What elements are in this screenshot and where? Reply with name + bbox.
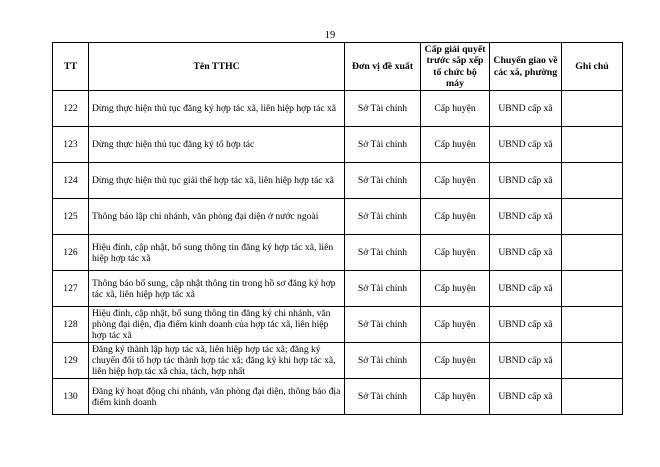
header-tt: TT xyxy=(53,43,89,91)
cell-proposing-unit: Sở Tài chính xyxy=(345,163,421,199)
cell-proposing-unit: Sở Tài chính xyxy=(345,199,421,235)
table-row xyxy=(53,343,623,379)
table-row xyxy=(53,91,623,127)
cell-transfer-to: UBND cấp xã xyxy=(490,235,562,271)
cell-previous-level: Cấp huyện xyxy=(421,379,490,415)
table-row xyxy=(53,199,623,235)
cell-procedure-name: Hiệu đính, cập nhật, bổ sung thông tin đăng ký chi nhánh, văn phòng đại diện, địa điểm kinh doanh của hợp tác xã, liên hiệp hợp tác xã xyxy=(89,307,345,343)
table-row xyxy=(53,379,623,415)
cell-transfer-to: UBND cấp xã xyxy=(490,307,562,343)
cell-transfer-to: UBND cấp xã xyxy=(490,127,562,163)
cell-transfer-to: UBND cấp xã xyxy=(490,343,562,379)
cell-previous-level: Cấp huyện xyxy=(421,307,490,343)
cell-proposing-unit: Sở Tài chính xyxy=(345,127,421,163)
cell-proposing-unit: Sở Tài chính xyxy=(345,343,421,379)
cell-tt: 130 xyxy=(53,379,89,415)
table-row xyxy=(53,235,623,271)
cell-procedure-name: Thông báo bổ sung, cập nhật thông tin trong hồ sơ đăng ký hợp tác xã, liên hiệp hợp tác xã xyxy=(89,271,345,307)
cell-tt: 123 xyxy=(53,127,89,163)
header-procedure-name: Tên TTHC xyxy=(89,43,345,91)
cell-note xyxy=(562,271,623,307)
cell-transfer-to: UBND cấp xã xyxy=(490,379,562,415)
cell-note xyxy=(562,307,623,343)
cell-procedure-name: Đăng ký hoạt động chi nhánh, văn phòng đại diện, thông báo địa điểm kinh doanh xyxy=(89,379,345,415)
cell-procedure-name: Dừng thực hiện thủ tục đăng ký tổ hợp tác xyxy=(89,127,345,163)
cell-tt: 126 xyxy=(53,235,89,271)
cell-procedure-name: Dừng thực hiện thủ tục giải thể hợp tác xã, liên hiệp hợp tác xã xyxy=(89,163,345,199)
table-row xyxy=(53,163,623,199)
header-note: Ghi chú xyxy=(562,43,623,91)
cell-note xyxy=(562,127,623,163)
cell-proposing-unit: Sở Tài chính xyxy=(345,91,421,127)
cell-proposing-unit: Sở Tài chính xyxy=(345,271,421,307)
cell-previous-level: Cấp huyện xyxy=(421,271,490,307)
header-transfer-to: Chuyển giao về các xã, phường xyxy=(490,43,562,91)
cell-proposing-unit: Sở Tài chính xyxy=(345,307,421,343)
procedures-table xyxy=(52,42,623,415)
cell-note xyxy=(562,163,623,199)
cell-note xyxy=(562,235,623,271)
cell-transfer-to: UBND cấp xã xyxy=(490,163,562,199)
cell-transfer-to: UBND cấp xã xyxy=(490,91,562,127)
cell-previous-level: Cấp huyện xyxy=(421,127,490,163)
cell-procedure-name: Đăng ký thành lập hợp tác xã, liên hiệp hợp tác xã; đăng ký chuyển đổi tổ hợp tác thành hợp tác xã; đăng ký khi hợp tác xã, liên hiệp hợp tác xã chia, tách, hợp nhất xyxy=(89,343,345,379)
cell-procedure-name: Dừng thực hiện thủ tục đăng ký hợp tác xã, liên hiệp hợp tác xã xyxy=(89,91,345,127)
cell-tt: 125 xyxy=(53,199,89,235)
cell-note xyxy=(562,343,623,379)
cell-previous-level: Cấp huyện xyxy=(421,235,490,271)
cell-proposing-unit: Sở Tài chính xyxy=(345,379,421,415)
cell-previous-level: Cấp huyện xyxy=(421,91,490,127)
table-row xyxy=(53,127,623,163)
cell-transfer-to: UBND cấp xã xyxy=(490,199,562,235)
cell-procedure-name: Hiệu đính, cập nhật, bổ sung thông tin đăng ký hợp tác xã, liên hiệp hợp tác xã xyxy=(89,235,345,271)
table-header-row xyxy=(53,43,623,91)
cell-proposing-unit: Sở Tài chính xyxy=(345,235,421,271)
table-row xyxy=(53,271,623,307)
cell-previous-level: Cấp huyện xyxy=(421,343,490,379)
cell-tt: 122 xyxy=(53,91,89,127)
cell-tt: 129 xyxy=(53,343,89,379)
cell-tt: 124 xyxy=(53,163,89,199)
cell-tt: 127 xyxy=(53,271,89,307)
page-number: 19 xyxy=(324,30,336,41)
cell-note xyxy=(562,379,623,415)
cell-transfer-to: UBND cấp xã xyxy=(490,271,562,307)
table-row xyxy=(53,307,623,343)
cell-note xyxy=(562,199,623,235)
cell-previous-level: Cấp huyện xyxy=(421,163,490,199)
cell-tt: 128 xyxy=(53,307,89,343)
header-previous-level: Cấp giải quyết trước sắp xếp tổ chức bộ máy xyxy=(421,43,490,91)
cell-previous-level: Cấp huyện xyxy=(421,199,490,235)
cell-note xyxy=(562,91,623,127)
header-proposing-unit: Đơn vị đề xuất xyxy=(345,43,421,91)
cell-procedure-name: Thông báo lập chi nhánh, văn phòng đại diện ở nước ngoài xyxy=(89,199,345,235)
